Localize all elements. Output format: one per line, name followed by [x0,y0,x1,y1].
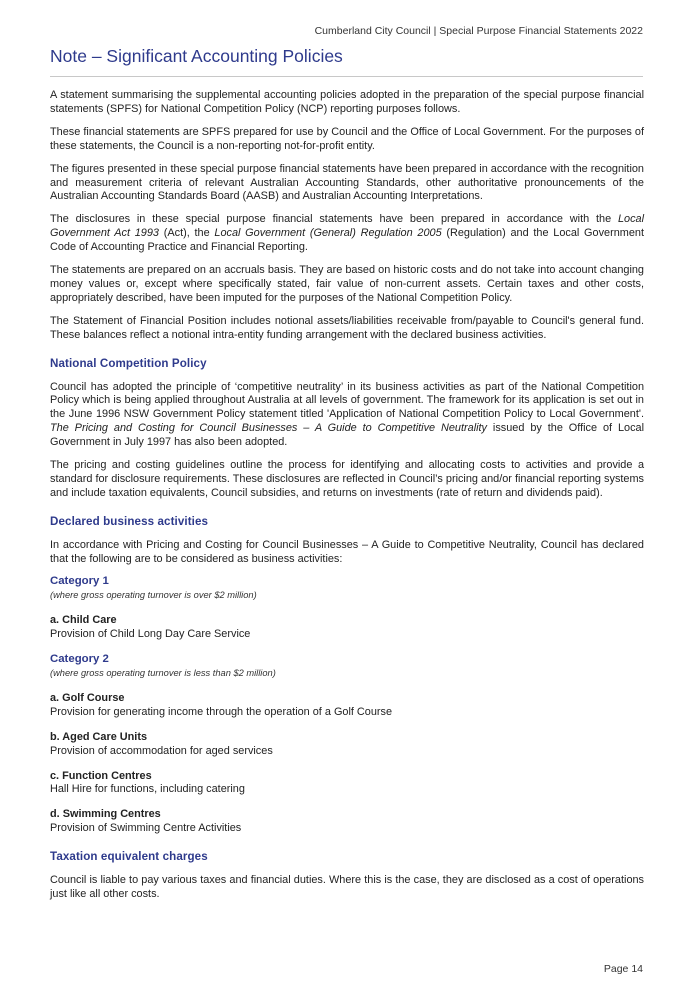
declared-heading: Declared business activities [50,514,209,528]
activity-desc: Hall Hire for functions, including catering [50,783,245,796]
ncp-paragraph-2: The pricing and costing guidelines outline the process for identifying and allocating costs to activities and provide a standard for disclosure requirements. These disclosures are reflected in Council’s pricing and/or financial reporting systems and include taxation equivalents, Council subsidies, and returns on investments (rate of return and dividends paid). [50,459,644,499]
ncp-heading: National Competition Policy [50,356,207,370]
p4-text-e: (Regulation) and the Local Government Code of Accounting Practice and Financial Reporting. [50,227,644,254]
activity-name: d. Swimming Centres [50,808,161,821]
document-body [50,89,644,911]
activity-name: c. Function Centres [50,769,152,782]
ncp-p1-text-a: Council has adopted the principle of ‘competitive neutrality’ in its business activities as part of the National Competition Policy which is being applied throughout Australia at all levels of government. The framework for its application is set out in the June 1996 NSW Government Policy statement titled 'Application of National Competition Policy to Local Government'. [50,380,644,421]
page-number: Page 14 [603,963,643,975]
intro-paragraph-1: A statement summarising the supplemental accounting policies adopted in the preparation of the special purpose financial statements (SPFS) for National Competition Policy (NCP) reporting purposes follows. [50,89,644,115]
ncp-p1-text-c: issued by the Office of Local Government in July 1997 has also been adopted. [50,422,644,449]
category-1-title: Category 1 [50,575,109,588]
intro-paragraph-4 [50,213,644,255]
guide-citation: The Pricing and Costing for Council Businesses – A Guide to Competitive Neutrality [50,422,488,435]
list-item [50,692,644,720]
category-1-note: (where gross operating turnover is over $2 million) [50,590,257,601]
activity-name: a. Golf Course [50,691,125,704]
title-divider [50,76,643,77]
activity-desc: Provision of accommodation for aged services [50,744,273,757]
list-item [50,770,644,798]
page-title: Note – Significant Accounting Policies [50,46,343,66]
activity-name: a. Child Care [50,614,117,627]
intro-paragraph-3: The figures presented in these special purpose financial statements have been prepared in accordance with the recognition and measurement criteria of relevant Australian Accounting Standards, other authoritative pronouncements of the Australian Accounting Standards Board (AASB) and Australian Accounting Interpretations. [50,162,644,203]
tax-paragraph: Council is liable to pay various taxes and financial duties. Where this is the case, they are disclosed as a cost of operations just like all other costs. [50,874,644,900]
intro-paragraph-2: These financial statements are SPFS prepared for use by Council and the Office of Local Government. For the purposes of these statements, the Council is a non-reporting not-for-profit entity. [50,125,644,152]
tax-heading: Taxation equivalent charges [50,850,208,864]
list-item [50,808,644,836]
activity-desc: Provision of Child Long Day Care Service [50,628,251,641]
ncp-paragraph-1 [50,381,644,451]
activity-desc: Provision for generating income through the operation of a Golf Course [50,705,393,718]
activity-name: b. Aged Care Units [50,730,148,743]
running-header: Cumberland City Council | Special Purpose Financial Statements 2022 [314,25,643,37]
p4-text-c: (Act), the [158,227,215,240]
intro-paragraph-5: The statements are prepared on an accruals basis. They are based on historic costs and do not take into account changing money values or, except where specifically stated, fair value of non-current assets. Certain taxes and other costs, appropriately described, have been imputed for the purposes of the National Competition Policy. [50,264,644,304]
list-item [50,731,644,759]
list-item [50,614,644,642]
act-citation: Local Government Act 1993 [50,213,644,240]
intro-paragraph-6: The Statement of Financial Position includes notional assets/liabilities receivable from/payable to Council's general fund. These balances reflect a notional intra-entity funding arrangement with the declared business activities. [50,314,644,341]
declared-paragraph: In accordance with Pricing and Costing for Council Businesses – A Guide to Competitive Neutrality, Council has declared that the following are to be considered as business activities: [50,538,644,565]
p4-text-a: The disclosures in these special purpose financial statements have been prepared in accordance with the [50,213,618,226]
regulation-citation: Local Government (General) Regulation 2005 [214,227,442,240]
category-2-note: (where gross operating turnover is less than $2 million) [50,668,276,678]
activity-desc: Provision of Swimming Centre Activities [50,822,242,835]
category-2-title: Category 2 [50,653,109,666]
